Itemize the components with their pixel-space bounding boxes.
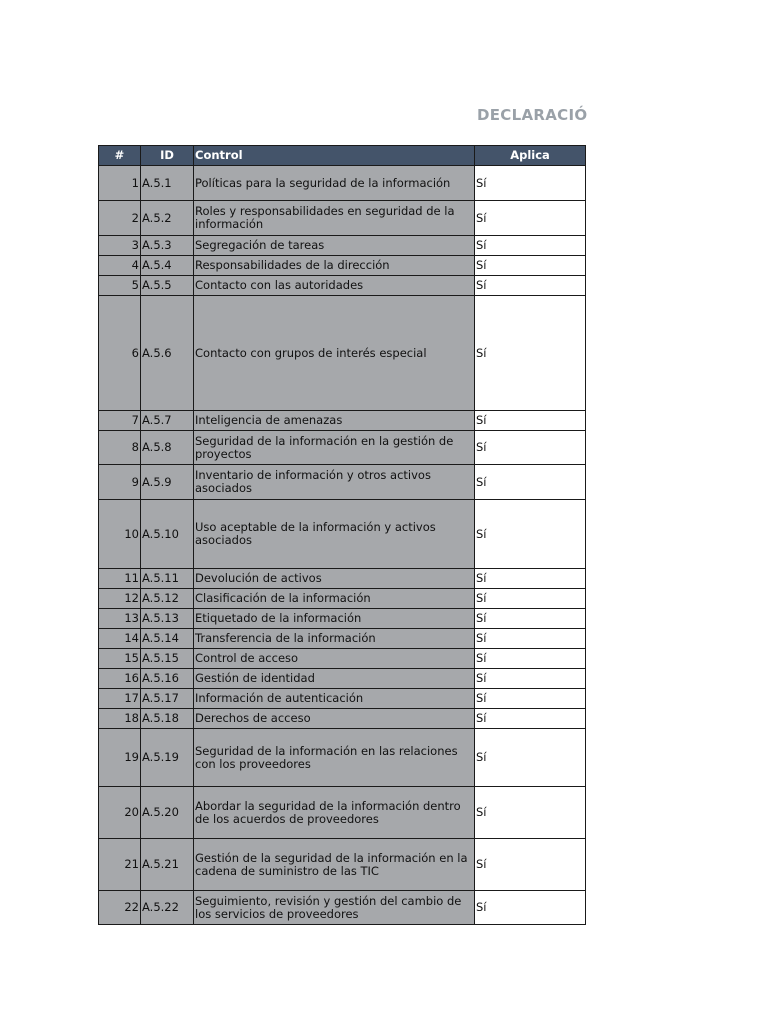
applies-cell: Sí — [475, 709, 586, 729]
control-id-cell: A.5.15 — [141, 649, 194, 669]
applies-cell: Sí — [475, 629, 586, 649]
control-name-cell: Políticas para la seguridad de la información — [194, 166, 475, 201]
control-name-cell: Información de autenticación — [194, 689, 475, 709]
control-id-cell: A.5.21 — [141, 839, 194, 891]
applies-cell: Sí — [475, 166, 586, 201]
control-id-cell: A.5.9 — [141, 465, 194, 500]
control-name-cell: Seguridad de la información en la gestión de proyectos — [194, 431, 475, 465]
header-row — [99, 146, 586, 166]
applies-cell: Sí — [475, 236, 586, 256]
applies-cell: Sí — [475, 569, 586, 589]
control-id-cell: A.5.4 — [141, 256, 194, 276]
applies-cell: Sí — [475, 431, 586, 465]
row-number-cell: 17 — [99, 689, 141, 709]
row-number-cell: 6 — [99, 296, 141, 411]
control-id-cell: A.5.14 — [141, 629, 194, 649]
control-name-cell: Contacto con las autoridades — [194, 276, 475, 296]
control-name-cell: Devolución de activos — [194, 569, 475, 589]
table-row — [99, 649, 586, 669]
row-number-cell: 20 — [99, 787, 141, 839]
row-number-cell: 1 — [99, 166, 141, 201]
control-name-cell: Roles y responsabilidades en seguridad de la información — [194, 201, 475, 236]
table-row — [99, 569, 586, 589]
applies-cell: Sí — [475, 649, 586, 669]
control-name-cell: Responsabilidades de la dirección — [194, 256, 475, 276]
table-row — [99, 709, 586, 729]
row-number-cell: 19 — [99, 729, 141, 787]
table-row — [99, 689, 586, 709]
control-id-cell: A.5.6 — [141, 296, 194, 411]
table-row — [99, 891, 586, 925]
applies-cell: Sí — [475, 500, 586, 569]
table-row — [99, 787, 586, 839]
control-name-cell: Segregación de tareas — [194, 236, 475, 256]
applies-cell: Sí — [475, 589, 586, 609]
row-number-cell: 16 — [99, 669, 141, 689]
applies-cell: Sí — [475, 465, 586, 500]
applies-cell: Sí — [475, 689, 586, 709]
applies-cell: Sí — [475, 839, 586, 891]
applies-cell: Sí — [475, 256, 586, 276]
applies-cell: Sí — [475, 411, 586, 431]
row-number-cell: 3 — [99, 236, 141, 256]
table-row — [99, 729, 586, 787]
row-number-cell: 2 — [99, 201, 141, 236]
row-number-cell: 12 — [99, 589, 141, 609]
column-header-applies: Aplica — [475, 146, 586, 166]
table-row — [99, 276, 586, 296]
applies-cell: Sí — [475, 669, 586, 689]
row-number-cell: 7 — [99, 411, 141, 431]
table-row — [99, 629, 586, 649]
table-row — [99, 431, 586, 465]
control-id-cell: A.5.19 — [141, 729, 194, 787]
row-number-cell: 10 — [99, 500, 141, 569]
row-number-cell: 18 — [99, 709, 141, 729]
control-id-cell: A.5.11 — [141, 569, 194, 589]
column-header-number: # — [99, 146, 141, 166]
control-id-cell: A.5.10 — [141, 500, 194, 569]
control-id-cell: A.5.5 — [141, 276, 194, 296]
table-row — [99, 236, 586, 256]
control-id-cell: A.5.3 — [141, 236, 194, 256]
table-header — [99, 146, 586, 166]
row-number-cell: 15 — [99, 649, 141, 669]
column-header-id: ID — [141, 146, 194, 166]
row-number-cell: 5 — [99, 276, 141, 296]
control-name-cell: Etiquetado de la información — [194, 609, 475, 629]
control-name-cell: Derechos de acceso — [194, 709, 475, 729]
control-id-cell: A.5.22 — [141, 891, 194, 925]
control-id-cell: A.5.16 — [141, 669, 194, 689]
page-title: DECLARACIÓ — [477, 106, 588, 124]
table-row — [99, 839, 586, 891]
table-row — [99, 589, 586, 609]
control-name-cell: Inteligencia de amenazas — [194, 411, 475, 431]
row-number-cell: 13 — [99, 609, 141, 629]
table-row — [99, 411, 586, 431]
control-id-cell: A.5.13 — [141, 609, 194, 629]
table-row — [99, 296, 586, 411]
control-id-cell: A.5.2 — [141, 201, 194, 236]
row-number-cell: 14 — [99, 629, 141, 649]
control-id-cell: A.5.18 — [141, 709, 194, 729]
control-id-cell: A.5.1 — [141, 166, 194, 201]
table-row — [99, 500, 586, 569]
column-header-control: Control — [194, 146, 475, 166]
applies-cell: Sí — [475, 729, 586, 787]
control-id-cell: A.5.12 — [141, 589, 194, 609]
table-row — [99, 669, 586, 689]
control-name-cell: Gestión de la seguridad de la información en la cadena de suministro de las TIC — [194, 839, 475, 891]
control-name-cell: Inventario de información y otros activos asociados — [194, 465, 475, 500]
table-row — [99, 166, 586, 201]
row-number-cell: 21 — [99, 839, 141, 891]
controls-table — [98, 145, 586, 925]
applies-cell: Sí — [475, 609, 586, 629]
row-number-cell: 22 — [99, 891, 141, 925]
control-id-cell: A.5.7 — [141, 411, 194, 431]
control-name-cell: Seguridad de la información en las relaciones con los proveedores — [194, 729, 475, 787]
row-number-cell: 8 — [99, 431, 141, 465]
table-row — [99, 465, 586, 500]
control-id-cell: A.5.17 — [141, 689, 194, 709]
control-name-cell: Abordar la seguridad de la información dentro de los acuerdos de proveedores — [194, 787, 475, 839]
table-row — [99, 256, 586, 276]
control-name-cell: Control de acceso — [194, 649, 475, 669]
row-number-cell: 11 — [99, 569, 141, 589]
applies-cell: Sí — [475, 891, 586, 925]
table-row — [99, 201, 586, 236]
control-id-cell: A.5.20 — [141, 787, 194, 839]
control-name-cell: Contacto con grupos de interés especial — [194, 296, 475, 411]
applies-cell: Sí — [475, 276, 586, 296]
control-id-cell: A.5.8 — [141, 431, 194, 465]
control-name-cell: Clasificación de la información — [194, 589, 475, 609]
row-number-cell: 4 — [99, 256, 141, 276]
row-number-cell: 9 — [99, 465, 141, 500]
control-name-cell: Uso aceptable de la información y activos asociados — [194, 500, 475, 569]
control-name-cell: Gestión de identidad — [194, 669, 475, 689]
applies-cell: Sí — [475, 201, 586, 236]
control-name-cell: Transferencia de la información — [194, 629, 475, 649]
applies-cell: Sí — [475, 296, 586, 411]
table-body — [99, 166, 586, 925]
control-name-cell: Seguimiento, revisión y gestión del cambio de los servicios de proveedores — [194, 891, 475, 925]
table-row — [99, 609, 586, 629]
applies-cell: Sí — [475, 787, 586, 839]
